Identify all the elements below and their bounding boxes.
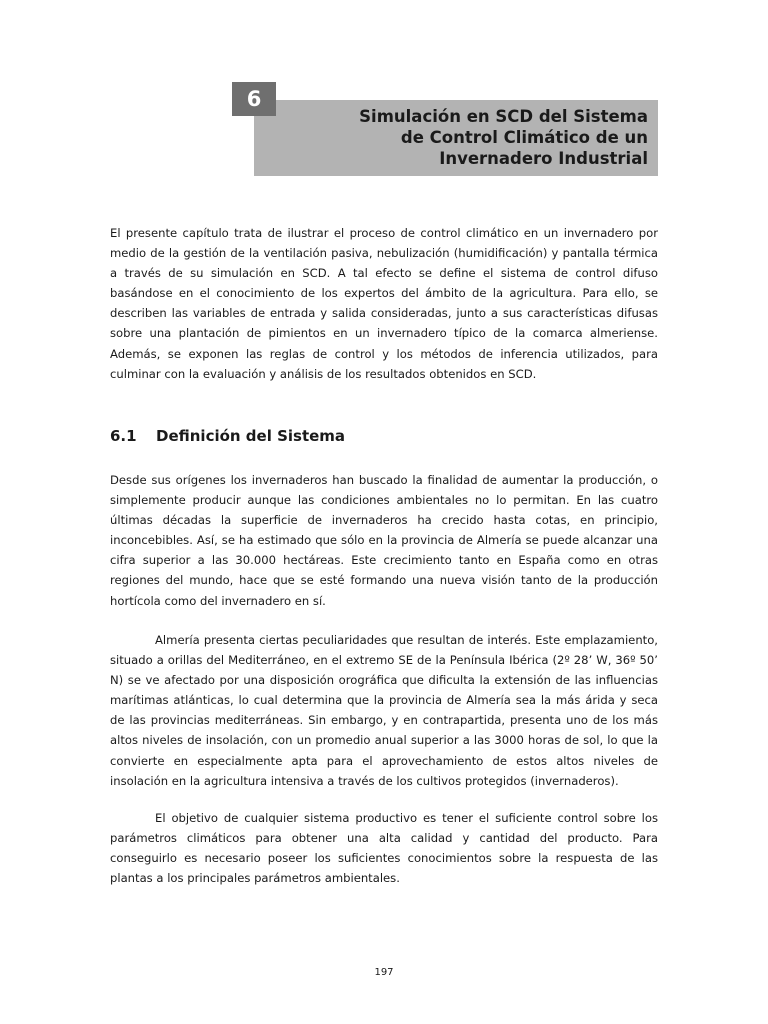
intro-paragraph: El presente capítulo trata de ilustrar el proceso de control climático en un invernadero por medio de la gestión de la ventilación pasiva, nebulización (humidificación) y pantalla térmica a través de su simulación en SCD. A tal efecto se define el sistema de control difuso basándose en el conocimiento de los expertos del ámbito de la agricultura. Para ello, se describen las variables de entrada y salida consideradas, junto a sus características difusas sobre una plantación de pimientos en un invernadero típico de la comarca almeriense. Además, se exponen las reglas de control y los métodos de inferencia utilizados, para culminar con la evaluación y análisis de los resultados obtenidos en SCD.: [110, 226, 658, 381]
chapter-title: [359, 106, 648, 169]
section-paragraph-1: Desde sus orígenes los invernaderos han buscado la finalidad de aumentar la producción, o simplemente producir aunque las condiciones ambientales no lo permitan. En las cuatro últimas décadas la superficie de invernaderos ha crecido hasta cotas, en principio, inconcebibles. Así, se ha estimado que sólo en la provincia de Almería se puede alcanzar una cifra superior a las 30.000 hectáreas. Este crecimiento tanto en España como en otras regiones del mundo, hace que se esté formando una nueva visión tanto de la producción hortícola como del invernadero en sí.: [110, 473, 658, 608]
section-heading: [110, 425, 345, 447]
chapter-title-line: Simulación en SCD del Sistema: [359, 107, 648, 126]
chapter-title-line: de Control Climático de un: [400, 128, 648, 147]
section-paragraph-3: El objetivo de cualquier sistema productivo es tener el suficiente control sobre los parámetros climáticos para obtener una alta calidad y cantidad del producto. Para conseguirlo es necesario poseer los suficientes conocimientos sobre la respuesta de las plantas a los principales parámetros ambientales.: [110, 811, 658, 886]
chapter-number: 6: [232, 82, 276, 116]
chapter-title-box: [254, 100, 658, 176]
chapter-title-line: Invernadero Industrial: [439, 149, 648, 168]
section-paragraph-2: Almería presenta ciertas peculiaridades que resultan de interés. Este emplazamiento, situado a orillas del Mediterráneo, en el extremo SE de la Península Ibérica (2º 28’ W, 36º 50’ N) se ve afectado por una disposición orográfica que dificulta la extensión de las influencias marítimas atlánticas, lo cual determina que la provincia de Almería sea la más árida y seca de las provincias mediterráneas. Sin embargo, y en contrapartida, presenta uno de los más altos niveles de insolación, con un promedio anual superior a las 3000 horas de sol, lo que la convierte en especialmente apta para el aprovechamiento de estos altos niveles de insolación en la agricultura intensiva a través de los cultivos protegidos (invernaderos).: [110, 633, 658, 788]
page-number: 197: [374, 967, 394, 978]
section-title: Definición del Sistema: [156, 427, 346, 445]
section-number: 6.1: [110, 427, 137, 445]
